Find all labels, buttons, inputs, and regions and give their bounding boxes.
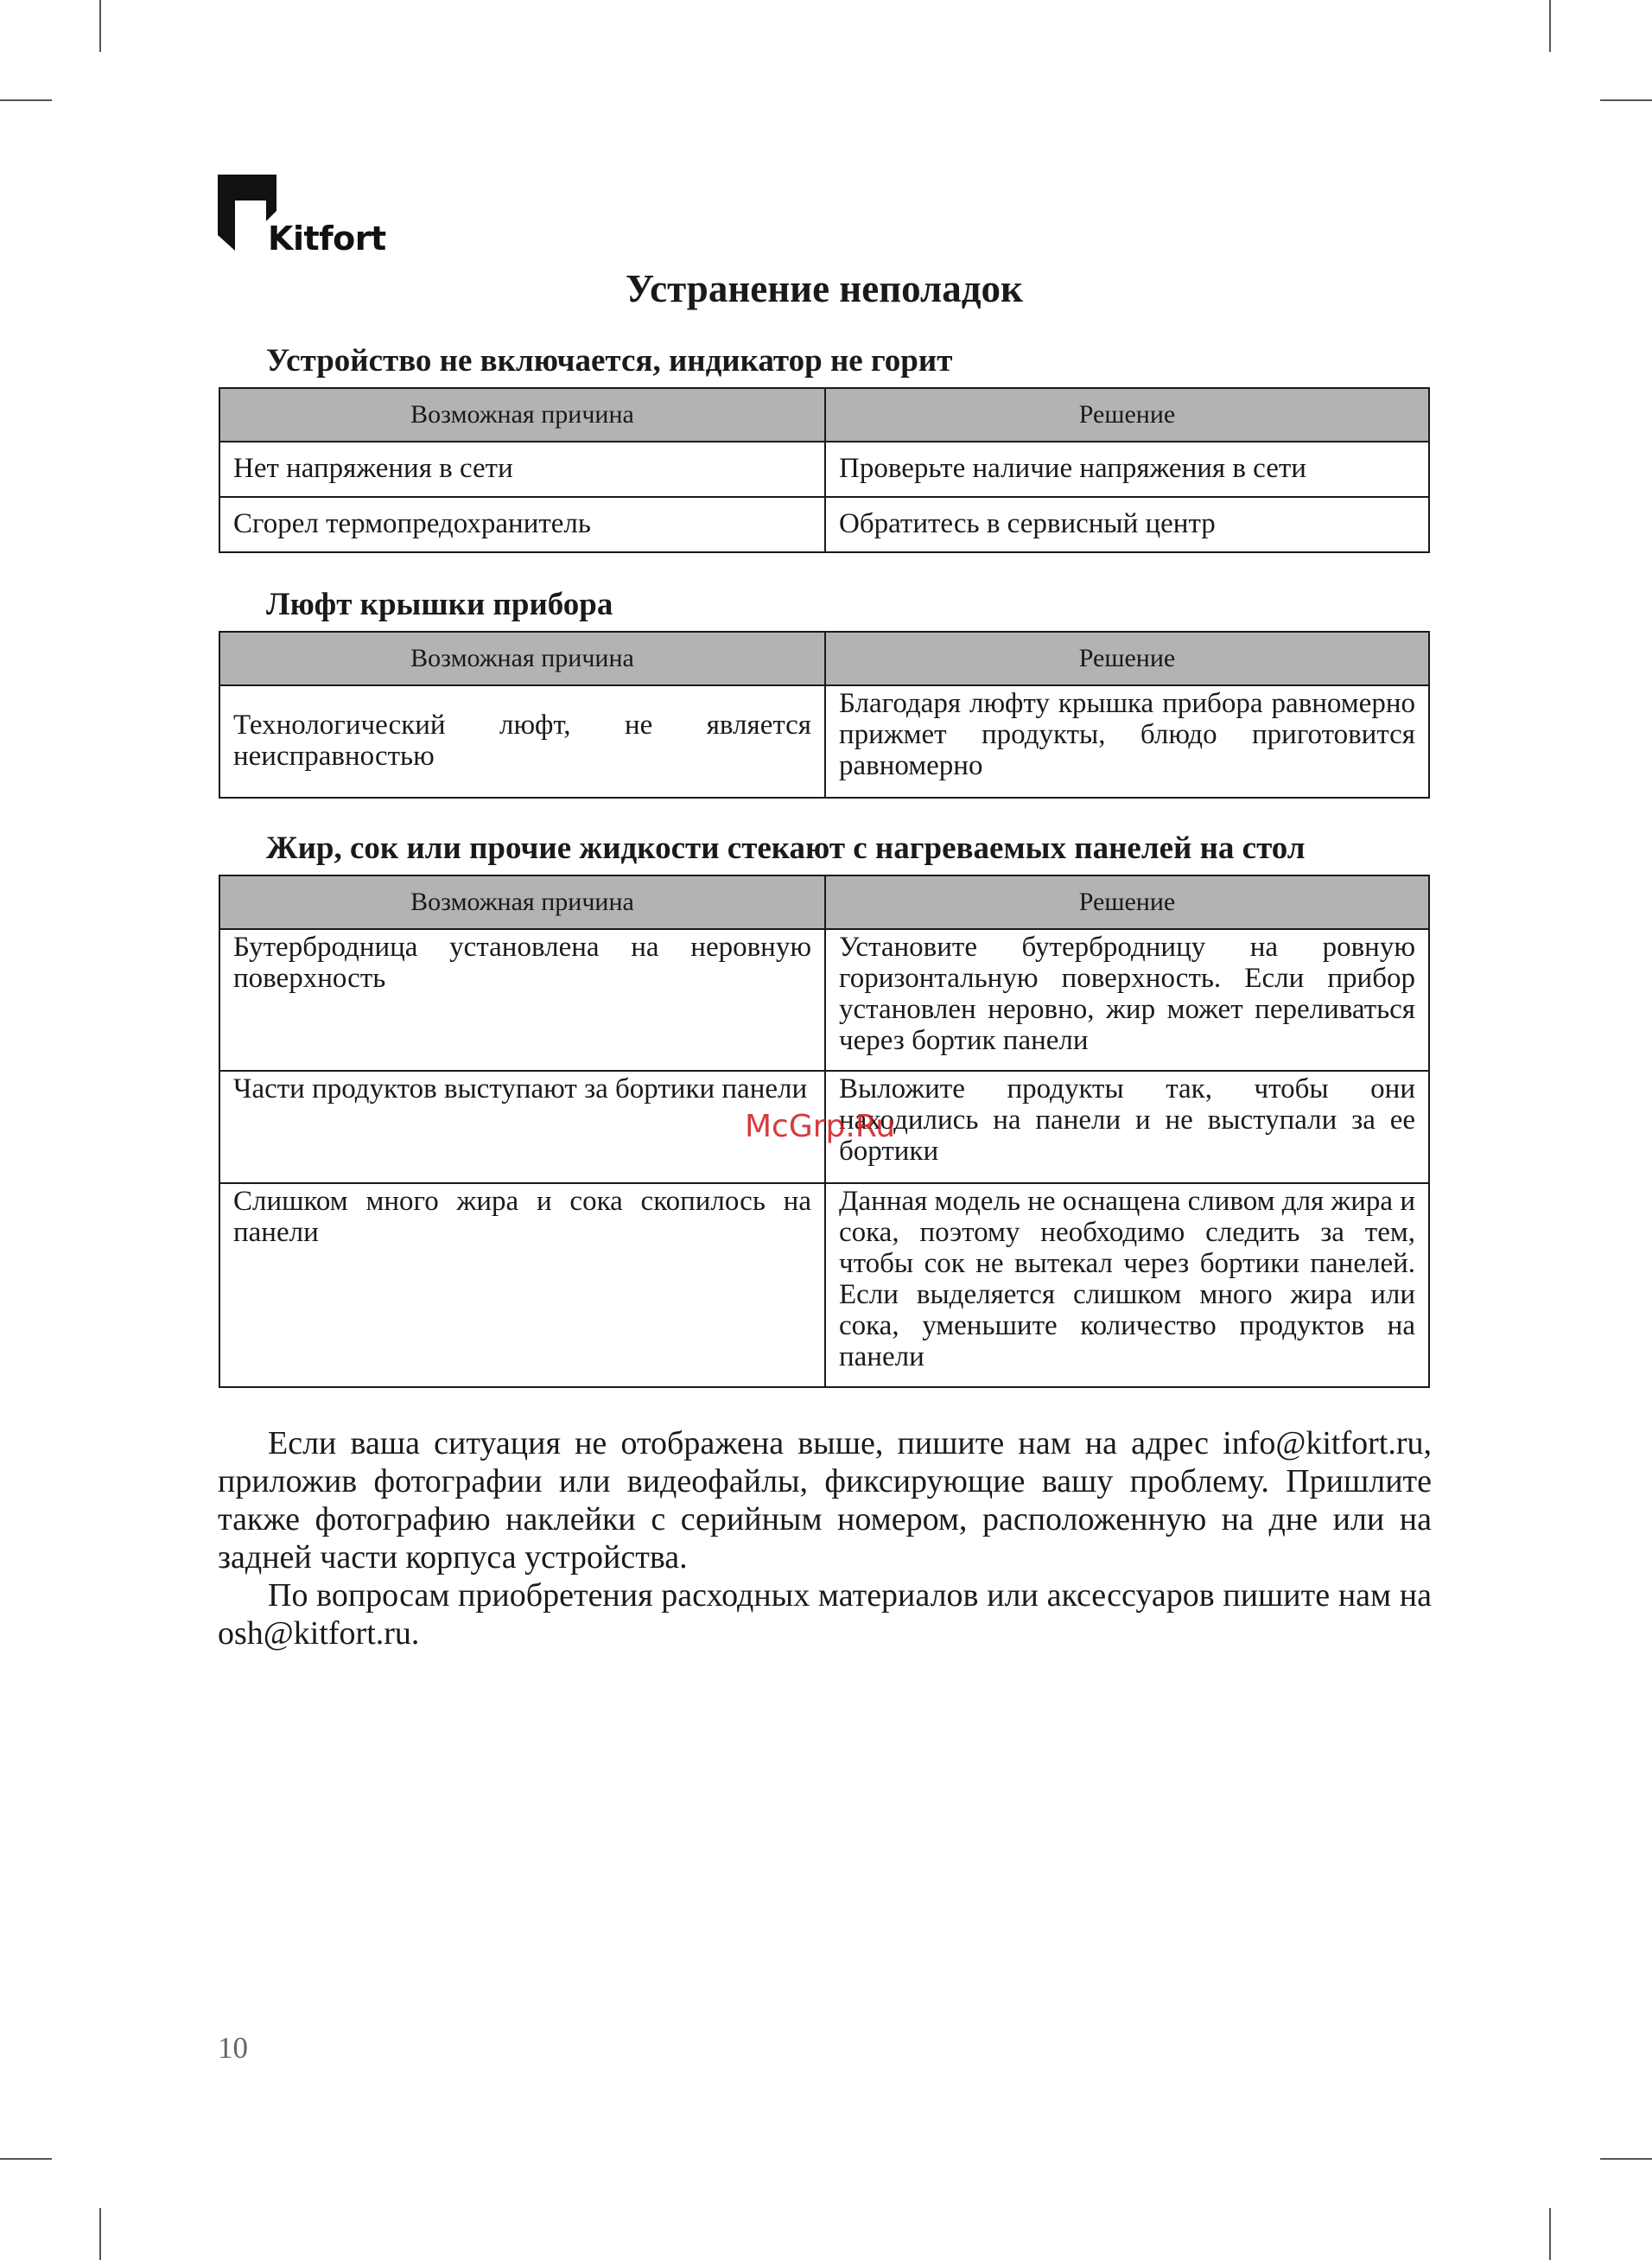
column-header-solution: Решение [825,388,1429,442]
cause-cell: Части продуктов выступают за бортики панели [219,1071,825,1183]
table-header-row [219,632,1429,685]
accessories-paragraph: По вопросам приобретения расходных материалов или аксессуаров пишите нам на osh@kitfort.ru. [218,1577,1432,1652]
cause-cell: Бутербродница установлена на неровную поверхность [219,929,825,1071]
crop-mark [99,0,101,52]
solution-cell: Выложите продукты так, чтобы они находились на панели и не выступали за ее бортики [825,1071,1429,1183]
column-header-cause: Возможная причина [219,632,825,685]
solution-cell: Установите бутербродницу на ровную горизонтальную поверхность. Если прибор установлен неровно, жир может переливаться через бортик панели [825,929,1429,1071]
column-header-cause: Возможная причина [219,388,825,442]
crop-mark [0,99,52,101]
troubleshooting-table [219,387,1430,553]
page-number: 10 [218,2031,248,2065]
cause-cell: Технологический люфт, не является неисправностью [219,685,825,798]
cause-cell: Слишком много жира и сока скопилось на панели [219,1183,825,1387]
troubleshooting-table [219,631,1430,799]
column-header-solution: Решение [825,875,1429,929]
table-row [219,685,1429,798]
crop-mark [1600,2158,1652,2160]
watermark: McGrp.Ru [745,1109,896,1144]
section-title: Люфт крышки прибора [266,587,613,622]
brand-name: Kitfort [268,220,386,258]
solution-cell: Данная модель не оснащена сливом для жира и сока, поэтому необходимо следить за тем, чтобы сок не вытекал через бортики панелей. Если выделяется слишком много жира или сока, уменьшите количество продуктов на панели [825,1183,1429,1387]
crop-mark [1549,2208,1551,2260]
table-row [219,497,1429,552]
solution-cell: Проверьте наличие напряжения в сети [825,442,1429,497]
solution-cell: Благодаря люфту крышка прибора равномерно прижмет продукты, блюдо приготовится равномерно [825,685,1429,798]
contact-paragraph: Если ваша ситуация не отображена выше, пишите нам на адрес info@kitfort.ru, приложив фотографии или видеофайлы, фиксирующие вашу проблему. Пришлите также фотографию наклейки с серийным номером, расположенную на дне или на задней части корпуса устройства. [218,1425,1432,1576]
table-header-row [219,875,1429,929]
crop-mark [0,2158,52,2160]
brand-logo [218,175,391,261]
column-header-solution: Решение [825,632,1429,685]
table-row [219,442,1429,497]
section-title: Устройство не включается, индикатор не горит [266,343,953,379]
solution-cell: Обратитесь в сервисный центр [825,497,1429,552]
column-header-cause: Возможная причина [219,875,825,929]
crop-mark [1600,99,1652,101]
page-title: Устранение неполадок [626,267,1023,310]
crop-mark [1549,0,1551,52]
cause-cell: Сгорел термопредохранитель [219,497,825,552]
crop-mark [99,2208,101,2260]
table-header-row [219,388,1429,442]
section-title: Жир, сок или прочие жидкости стекают с нагреваемых панелей на стол [266,831,1306,866]
table-row [219,1183,1429,1387]
table-row [219,929,1429,1071]
cause-cell: Нет напряжения в сети [219,442,825,497]
